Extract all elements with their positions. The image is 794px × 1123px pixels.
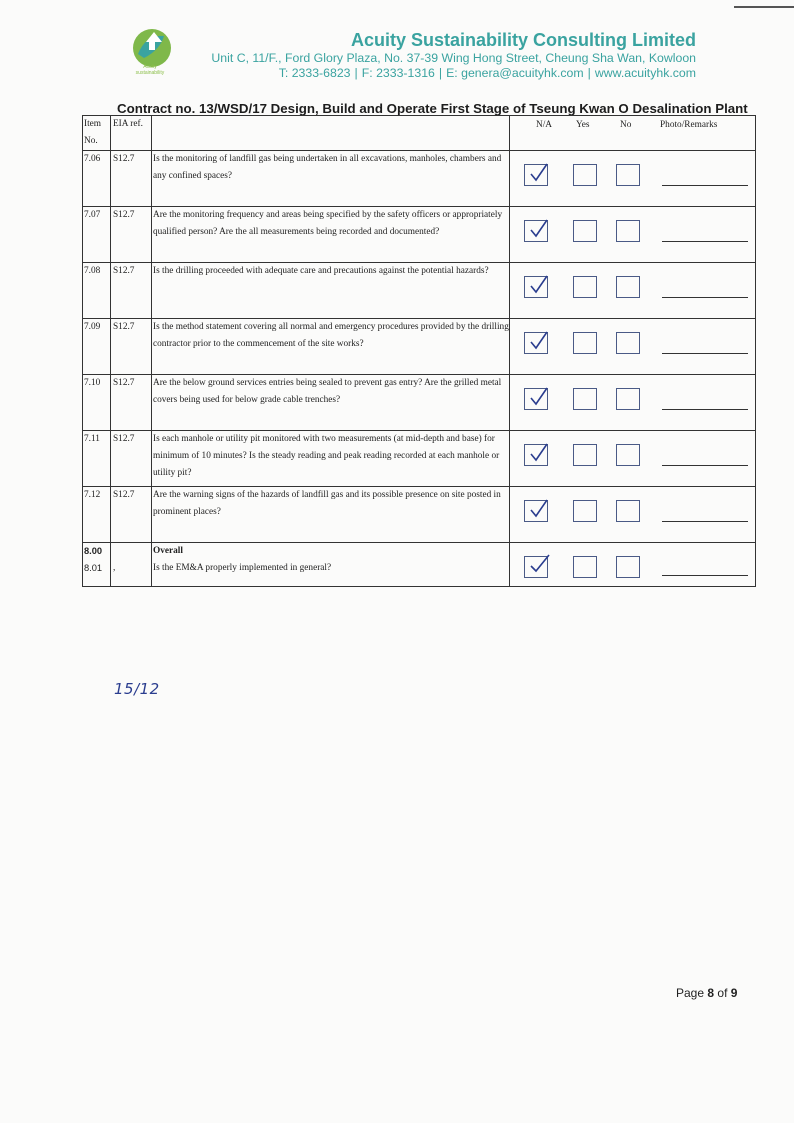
no-checkbox[interactable]	[616, 388, 640, 410]
remarks-line	[662, 575, 748, 576]
row-answers	[510, 151, 756, 207]
row-question: Are the warning signs of the hazards of landfill gas and its possible presence on site posted in prominent places?	[152, 487, 510, 543]
header-question	[152, 116, 510, 151]
row-eia-ref: S12.7	[111, 207, 152, 263]
row-question: Are the below ground services entries being sealed to prevent gas entry? Are the grilled metal covers being used for below grade cable trenches?	[152, 375, 510, 431]
no-checkbox[interactable]	[616, 164, 640, 186]
row-answers	[510, 319, 756, 375]
overall-question: Overall Is the EM&A properly implemented in general?	[152, 543, 510, 587]
table-row	[83, 431, 756, 487]
page-number: Page 8 of 9	[676, 986, 738, 1000]
header-yes: Yes	[576, 120, 590, 130]
website: www.acuityhk.com	[594, 66, 696, 80]
checklist-table	[82, 115, 756, 587]
row-eia-ref: S12.7	[111, 487, 152, 543]
checkmark-icon	[527, 274, 551, 298]
company-contacts: T: 2333-6823 | F: 2333-1316 | E: genera@acuityhk.com | www.acuityhk.com	[278, 66, 696, 80]
phone-number: T: 2333-6823	[278, 66, 351, 80]
table-row	[83, 207, 756, 263]
checkmark-icon	[527, 498, 551, 522]
overall-row	[83, 543, 756, 587]
row-question: Is the drilling proceeded with adequate care and precautions against the potential hazards?	[152, 263, 510, 319]
yes-checkbox[interactable]	[573, 220, 597, 242]
row-eia-ref: S12.7	[111, 263, 152, 319]
no-checkbox[interactable]	[616, 500, 640, 522]
row-answers	[510, 263, 756, 319]
header-remarks: Photo/Remarks	[660, 120, 718, 130]
table-row	[83, 375, 756, 431]
email-address: E: genera@acuityhk.com	[446, 66, 584, 80]
row-question: Are the monitoring frequency and areas being specified by the safety officers or appropriately qualified person? Are the all measurements being recorded and documented?	[152, 207, 510, 263]
remarks-line	[662, 521, 748, 522]
company-address: Unit C, 11/F., Ford Glory Plaza, No. 37-39 Wing Hong Street, Cheung Sha Wan, Kowloon	[211, 51, 696, 65]
fax-number: F: 2333-1316	[361, 66, 435, 80]
row-answers	[510, 375, 756, 431]
row-item-no: 7.08	[83, 263, 111, 319]
row-eia-ref: S12.7	[111, 375, 152, 431]
company-name: Acuity Sustainability Consulting Limited	[350, 30, 696, 50]
handwritten-date: 15/12	[114, 680, 160, 698]
table-row	[83, 263, 756, 319]
na-checkbox[interactable]	[524, 220, 548, 242]
no-checkbox[interactable]	[616, 332, 640, 354]
table-row	[83, 319, 756, 375]
yes-checkbox[interactable]	[573, 556, 597, 578]
checkmark-icon	[527, 330, 551, 354]
na-checkbox[interactable]	[524, 332, 548, 354]
letterhead	[0, 0, 794, 100]
remarks-line	[662, 465, 748, 466]
yes-checkbox[interactable]	[573, 276, 597, 298]
na-checkbox[interactable]	[524, 444, 548, 466]
remarks-line	[662, 409, 748, 410]
row-eia-ref: S12.7	[111, 319, 152, 375]
table-row	[83, 151, 756, 207]
header-eia-ref: EIA ref.	[111, 116, 152, 151]
yes-checkbox[interactable]	[573, 332, 597, 354]
na-checkbox[interactable]	[524, 164, 548, 186]
no-checkbox[interactable]	[616, 220, 640, 242]
header-answers	[510, 116, 756, 151]
row-question: Is each manhole or utility pit monitored with two measurements (at mid-depth and base) for minimum of 10 minutes? Is the steady reading and peak reading recorded at each manhole or utility pit?	[152, 431, 510, 487]
remarks-line	[662, 297, 748, 298]
header-no: No	[620, 120, 632, 130]
checkmark-icon	[527, 554, 551, 578]
na-checkbox[interactable]	[524, 276, 548, 298]
yes-checkbox[interactable]	[573, 500, 597, 522]
no-checkbox[interactable]	[616, 276, 640, 298]
na-checkbox[interactable]	[524, 500, 548, 522]
table-row	[83, 487, 756, 543]
row-question: Is the monitoring of landfill gas being undertaken in all excavations, manholes, chambers and any confined spaces?	[152, 151, 510, 207]
yes-checkbox[interactable]	[573, 444, 597, 466]
yes-checkbox[interactable]	[573, 164, 597, 186]
yes-checkbox[interactable]	[573, 388, 597, 410]
header-na: N/A	[536, 120, 553, 130]
row-answers	[510, 487, 756, 543]
row-item-no: 7.10	[83, 375, 111, 431]
checkmark-icon	[527, 218, 551, 242]
no-checkbox[interactable]	[616, 556, 640, 578]
row-eia-ref: S12.7	[111, 151, 152, 207]
remarks-line	[662, 185, 748, 186]
checkmark-icon	[527, 162, 551, 186]
remarks-line	[662, 353, 748, 354]
row-eia-ref: S12.7	[111, 431, 152, 487]
na-checkbox[interactable]	[524, 388, 548, 410]
row-answers	[510, 207, 756, 263]
row-answers	[510, 431, 756, 487]
header-item-no: Item No.	[83, 116, 111, 151]
contract-title: Contract no. 13/WSD/17 Design, Build and Operate First Stage of Tseung Kwan O Desalination Plant	[117, 101, 748, 116]
row-item-no: 7.06	[83, 151, 111, 207]
checkmark-icon	[527, 386, 551, 410]
logo-text: Acuity sustainability	[135, 64, 165, 76]
row-item-no: 7.07	[83, 207, 111, 263]
overall-ref: ,	[111, 543, 152, 587]
checkmark-icon	[527, 442, 551, 466]
overall-item-no: 8.00 8.01	[83, 543, 111, 587]
scan-edge-mark	[734, 6, 794, 8]
na-checkbox[interactable]	[524, 556, 548, 578]
row-item-no: 7.09	[83, 319, 111, 375]
overall-answers	[510, 543, 756, 587]
row-item-no: 7.11	[83, 431, 111, 487]
row-question: Is the method statement covering all normal and emergency procedures provided by the drilling contractor prior to the commencement of the site works?	[152, 319, 510, 375]
remarks-line	[662, 241, 748, 242]
no-checkbox[interactable]	[616, 444, 640, 466]
row-item-no: 7.12	[83, 487, 111, 543]
table-header-row	[83, 116, 756, 151]
